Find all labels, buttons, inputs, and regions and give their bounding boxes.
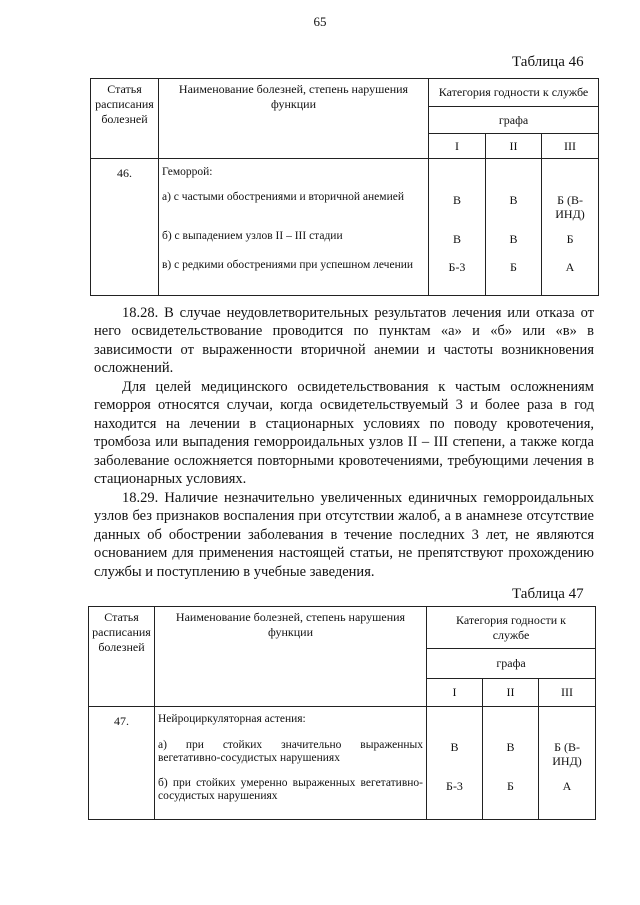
header-category: Категория годности к службе (429, 79, 599, 107)
row-value: В (509, 232, 518, 246)
grafa-2-values (483, 707, 539, 820)
row-value: В (452, 232, 461, 246)
grafa-1-values (427, 707, 483, 820)
disease-title: Нейроциркуляторная астения: (158, 713, 306, 725)
header-article: Статья расписания болезней (91, 79, 159, 159)
grafa-3-values (539, 707, 596, 820)
header-col-3: III (542, 134, 599, 159)
header-col-1: I (427, 679, 483, 707)
header-grafa: графа (427, 649, 596, 679)
row-value: Б (507, 779, 514, 793)
paragraph-18-28: 18.28. В случае неудовлетворительных результатов лечения или отказа от него освидетельствование проводится по пунктам «а» и «б» или «в» в зависимости от выраженности вторичной анемии и частоты возникновения осложнений. (94, 305, 594, 377)
paragraph-18-29: 18.29. Наличие незначительно увеличенных единичных геморроидальных узлов без признаков воспаления при отсутствии жалоб, а в анамнезе отсутствие данных об обострении заболевания в течение последних 3 лет, не являются основанием для применения настоящей статьи, не препятствуют прохождению службы и поступлению в учебные заведения. (94, 490, 594, 580)
header-disease-name: Наименование болезней, степень нарушения функции (159, 79, 429, 159)
row-value: Б (510, 260, 517, 274)
row-value: Б-3 (448, 260, 466, 274)
grafa-2-values (486, 159, 542, 296)
row-value: В (509, 193, 518, 207)
disease-descriptions (155, 707, 427, 820)
header-col-2: II (483, 679, 539, 707)
row-value: Б (566, 232, 574, 246)
row-description: в) с редкими обострениями при успешном лечении (162, 259, 414, 271)
article-number: 46. (91, 159, 159, 296)
row-value: В (452, 193, 461, 207)
paragraph-complications: Для целей медицинского освидетельствования к частым осложнениям геморроя относятся случаи, когда освидетельствуемый 3 и более раза в год находится на лечении в стационарных условиях по поводу кровотечения, тромбоза или выпадения геморроидальных узлов II – III степени, а также когда заболевание осложняется повторными кровотечениями, требующими лечения в стационарных условиях. (94, 379, 594, 488)
row-value: Б (В-ИНД) (555, 193, 585, 221)
header-col-2: II (486, 134, 542, 159)
table-46-caption: Таблица 46 (512, 54, 584, 70)
page-number: 65 (313, 14, 327, 29)
header-col-3: III (539, 679, 596, 707)
row-description: б) с выпадением узлов II – III стадии (162, 230, 343, 242)
header-category: Категория годности к службе (427, 607, 596, 649)
disease-descriptions (159, 159, 429, 296)
row-value: А (565, 260, 575, 274)
row-value: В (506, 740, 515, 754)
row-description: а) с частыми обострениями и вторичной анемией (162, 191, 404, 203)
row-value: В (450, 740, 459, 754)
article-number: 47. (89, 707, 155, 820)
table-46 (90, 78, 599, 296)
header-disease-name: Наименование болезней, степень нарушения функции (155, 607, 427, 707)
table-47-caption: Таблица 47 (512, 586, 584, 602)
row-value: Б-3 (446, 779, 463, 793)
row-description: б) при стойких умеренно выраженных вегетативно-сосудистых нарушениях (158, 777, 423, 802)
disease-title: Геморрой: (162, 166, 213, 178)
header-grafa: графа (429, 107, 599, 134)
grafa-1-values (429, 159, 486, 296)
grafa-3-values (542, 159, 599, 296)
row-value: Б (В-ИНД) (552, 740, 582, 768)
header-col-1: I (429, 134, 486, 159)
table-47 (88, 606, 596, 820)
header-article: Статья расписания болезней (89, 607, 155, 707)
row-description: а) при стойких значительно выраженных вегетативно-сосудистых нарушениях (158, 739, 423, 764)
row-value: А (562, 779, 572, 793)
